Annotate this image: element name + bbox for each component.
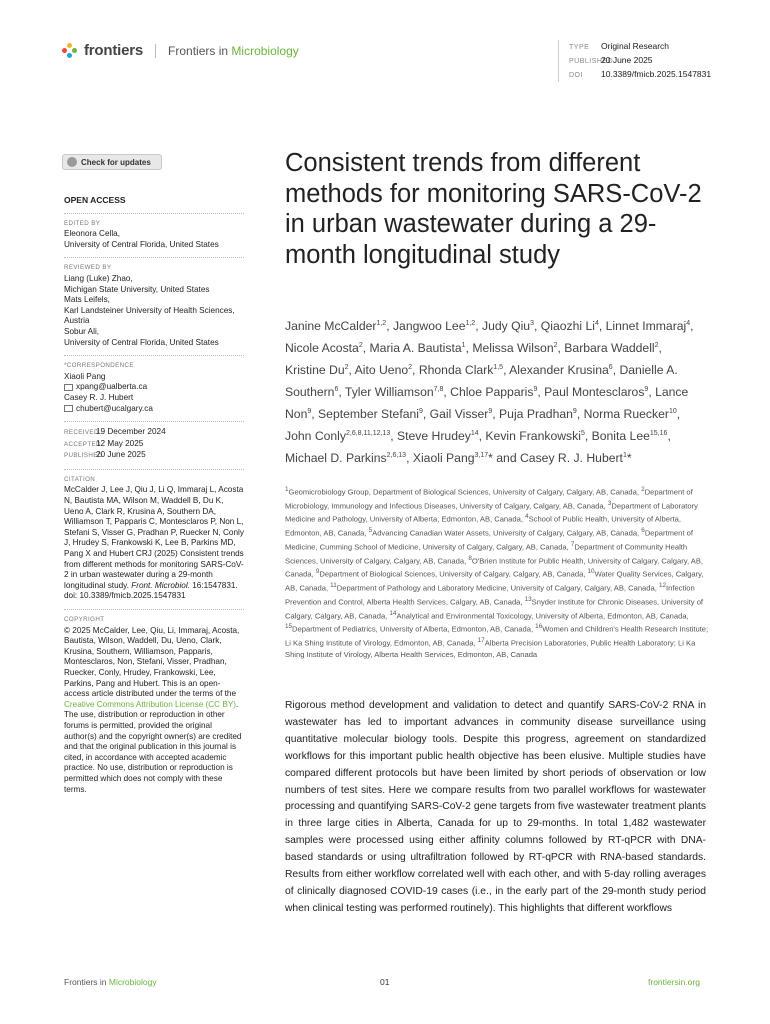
- email-link[interactable]: xpang@ualberta.ca: [76, 382, 148, 392]
- check-for-updates-button[interactable]: Check for updates: [62, 154, 162, 170]
- article-type: Original Research: [601, 41, 670, 51]
- brand-name: frontiers: [84, 42, 144, 59]
- journal-name: Frontiers in Microbiology: [168, 43, 299, 58]
- sidebar-info: OPEN ACCESS EDITED BY Eleonora Cella, University of Central Florida, United States REVIEWED BY Liang (Luke) Zhao, Michigan State University, United States Mats Leifels, Karl Landsteiner University of Health Sciences, Austria Sobur Ali, University of Central Florida, United States *CORRESPONDENCE Xiaoli Pang xpang@ualberta.ca Casey R. J. Hubert chubert@ucalgary.ca RECEIVED19 December 2024 ACCEPTED12 May 2025 PUBLISHED20 June 2025 CITATION McCalder J, Lee J, Qiu J, Li Q, Immaraj L, Acosta N, Bautista MA, Wilson M, Waddell B, Du K, Ueno A, Clark R, Krusina A, Southern DA, Williamson T, Papparis C, Montesclaros P, Non L, Stefani S, Visser G, Pradhan P, Ruecker N, Conly J, Hrudey S, Frankowski K, Lee B, Parkins MD, Pang X and Hubert CRJ (2025) Consistent trends from different methods for monitoring SARS-CoV-2 in urban wastewater during a 29-month longitudinal study. Front. Microbiol. 16:1547831. doi: 10.3389/fmicb.2025.1547831 COPYRIGHT © 2025 McCalder, Lee, Qiu, Li, Immaraj, Acosta, Bautista, Wilson, Waddell, Du, Ueno, Clark, Krusina, Southern, Williamson, Papparis, Montesclaros, Non, Stefani, Visser, Pradhan, Ruecker, Conly, Hrudey, Frankowski, Lee, Parkins, Pang and Hubert. This is an open-access article distributed under the terms of the Creative Commons Attribution License (CC BY). The use, distribution or reproduction in other forums is permitted, provided the original author(s) and the copyright owner(s) are credited and that the original publication in this journal is cited, in accordance with accepted academic practice. No use, distribution or reproduction is permitted which does not comply with these terms.: [64, 195, 244, 794]
- frontiers-logo: [62, 42, 299, 59]
- copyright: © 2025 McCalder, Lee, Qiu, Li, Immaraj, Acosta, Bautista, Wilson, Waddell, Du, Ueno, Clark, Krusina, Southern, Williamson, Papparis, Montesclaros, Non, Stefani, Visser, Pradhan, Ruecker, Conly, Hrudey, Frankowski, Lee, Parkins, Pang and Hubert. This is an open-access article distributed under the terms of the Creative Commons Attribution License (CC BY). The use, distribution or reproduction in other forums is permitted, provided the original author(s) and the copyright owner(s) are credited and that the original publication in this journal is cited, in accordance with accepted academic practice. No use, distribution or reproduction is permitted which does not comply with these terms.: [64, 625, 242, 794]
- abstract: Rigorous method development and validation to detect and quantify SARS-CoV-2 RNA in wastewater has led to important advances in community disease surveillance using quantitative molecular biology tools. Despite this progress, agreement on standardized workflows for this important public health objective has been elusive. Multiple studies have compared different protocols but have been limited by short periods of observation or low numbers of test sites. Here we compare results from two parallel workflows for wastewater processing and quantifying SARS-CoV-2 gene targets from five wastewater treatment plants in three large cities in Alberta, Canada for up to 29-months. In total 1,482 wastewater samples were processed using either affinity columns followed by RT-qPCR with DNA-based standards or using ultrafiltration followed by RT-qPCR with RNA-based standards. Results from either workflow correlated well with each other, and with 5-day rolling averages of clinically diagnosed COVID-19 cases (i.e., in the early part of the 29-month study period when clinical testing was performed routinely). This highlights that different workflows: [285, 700, 706, 914]
- frontiers-logo-icon: [62, 43, 78, 59]
- email-icon: [64, 384, 73, 391]
- article-meta: TYPE Original Research PUBLISHED20 June 2025 DOI 10.3389/fmicb.2025.1547831: [558, 40, 711, 82]
- citation: McCalder J, Lee J, Qiu J, Li Q, Immaraj L, Acosta N, Bautista MA, Wilson M, Waddell B, Du K, Ueno A, Clark R, Krusina A, Southern DA, Williamson T, Papparis C, Montesclaros P, Non L, Stefani S, Visser G, Pradhan P, Ruecker N, Conly J, Hrudey S, Frankowski K, Lee B, Parkins MD, Pang X and Hubert CRJ (2025) Consistent trends from different methods for monitoring SARS-CoV-2 in urban wastewater during a 29-month longitudinal study. Front. Microbiol. 16:1547831.: [64, 485, 244, 590]
- update-icon: [67, 157, 77, 167]
- author-list: Janine McCalder$^{1,2}$, Jangwoo Lee$^{1,2}$, Judy Qiu$^3$, Qiaozhi Li$^4$, Linnet Immaraj$^4$, Nicole Acosta$^2$, Maria A. Bautista$^1$, Melissa Wilson$^2$, Barbara Waddell$^2$, Kristine Du$^2$, Aito Ueno$^2$, Rhonda Clark$^{1,5}$, Alexander Krusina$^6$, Danielle A. Southern$^6$, Tyler Williamson$^{7,8}$, Chloe Papparis$^9$, Paul Montesclaros$^9$, Lance Non$^9$, September Stefani$^9$, Gail Visser$^9$, Puja Pradhan$^9$, Norma Ruecker$^{10}$, John Conly$^{2,6,8,11,12,13}$, Steve Hrudey$^{14}$, Kevin Frankowski$^5$, Bonita Lee$^{15,16}$, Michael D. Parkins$^{2,6,13}$, Xiaoli Pang$^{3,17}$* and Casey R. J. Hubert$^1$*: [285, 319, 694, 466]
- published-date: 20 June 2025: [601, 55, 653, 65]
- affiliations: $^1$Geomicrobiology Group, Department of Biological Sciences, University of Calgary, Calgary, AB, Canada, $^2$Department of Microbiology, Immunology and Infectious Diseases, University of Calgary, Calgary, AB, Canada, $^3$Department of Laboratory Medicine and Pathology, University of Alberta, Edmonton, AB, Canada, $^4$School of Public Health, University of Alberta, Edmonton, AB, Canada, $^5$Advancing Canadian Water Assets, University of Calgary, Calgary, AB, Canada, $^6$Department of Medicine, Cumming School of Medicine, University of Calgary, Calgary, AB, Canada, $^7$Department of Community Health Sciences, University of Calgary, Calgary, AB, Canada, $^8$O'Brien Institute for Public Health, University of Calgary, Calgary, AB, Canada, $^9$Department of Biological Sciences, University of Calgary, Calgary, AB, Canada, $^{10}$Water Quality Services, Calgary, AB, Canada, $^{11}$Department of Pathology and Laboratory Medicine, University of Calgary, Calgary, AB, Canada, $^{12}$Infection Prevention and Control, Alberta Health Services, Calgary, AB, Canada, $^{13}$Snyder Institute for Chronic Diseases, University of Calgary, Calgary, AB, Canada, $^{14}$Analytical and Environmental Toxicology, University of Alberta, Edmonton, AB, Canada, $^{15}$Department of Pediatrics, University of Alberta, Edmonton, AB, Canada, $^{16}$Women and Children's Health Research Institute; Li Ka Shing Institute of Virology, Edmonton, AB, Canada, $^{17}$Alberta Precision Laboratories, Public Health Laboratory; Li Ka Shing Institute of Virology, Alberta Health Services, Edmonton, AB, Canada: [285, 486, 709, 659]
- footer-journal: Frontiers in Microbiology: [64, 977, 157, 987]
- open-access-label: OPEN ACCESS: [64, 195, 126, 205]
- article-title: Consistent trends from different methods for monitoring SARS-CoV-2 in urban wastewater during a 29-month longitudinal study: [285, 149, 702, 269]
- page-number: 01: [380, 977, 390, 987]
- email-link[interactable]: chubert@ucalgary.ca: [76, 403, 153, 413]
- logo-divider: [155, 44, 156, 58]
- doi[interactable]: 10.3389/fmicb.2025.1547831: [601, 69, 712, 79]
- license-link[interactable]: Creative Commons Attribution License (CC BY): [64, 699, 237, 709]
- email-icon: [64, 405, 73, 412]
- footer-site-link[interactable]: frontiersin.org: [648, 977, 700, 987]
